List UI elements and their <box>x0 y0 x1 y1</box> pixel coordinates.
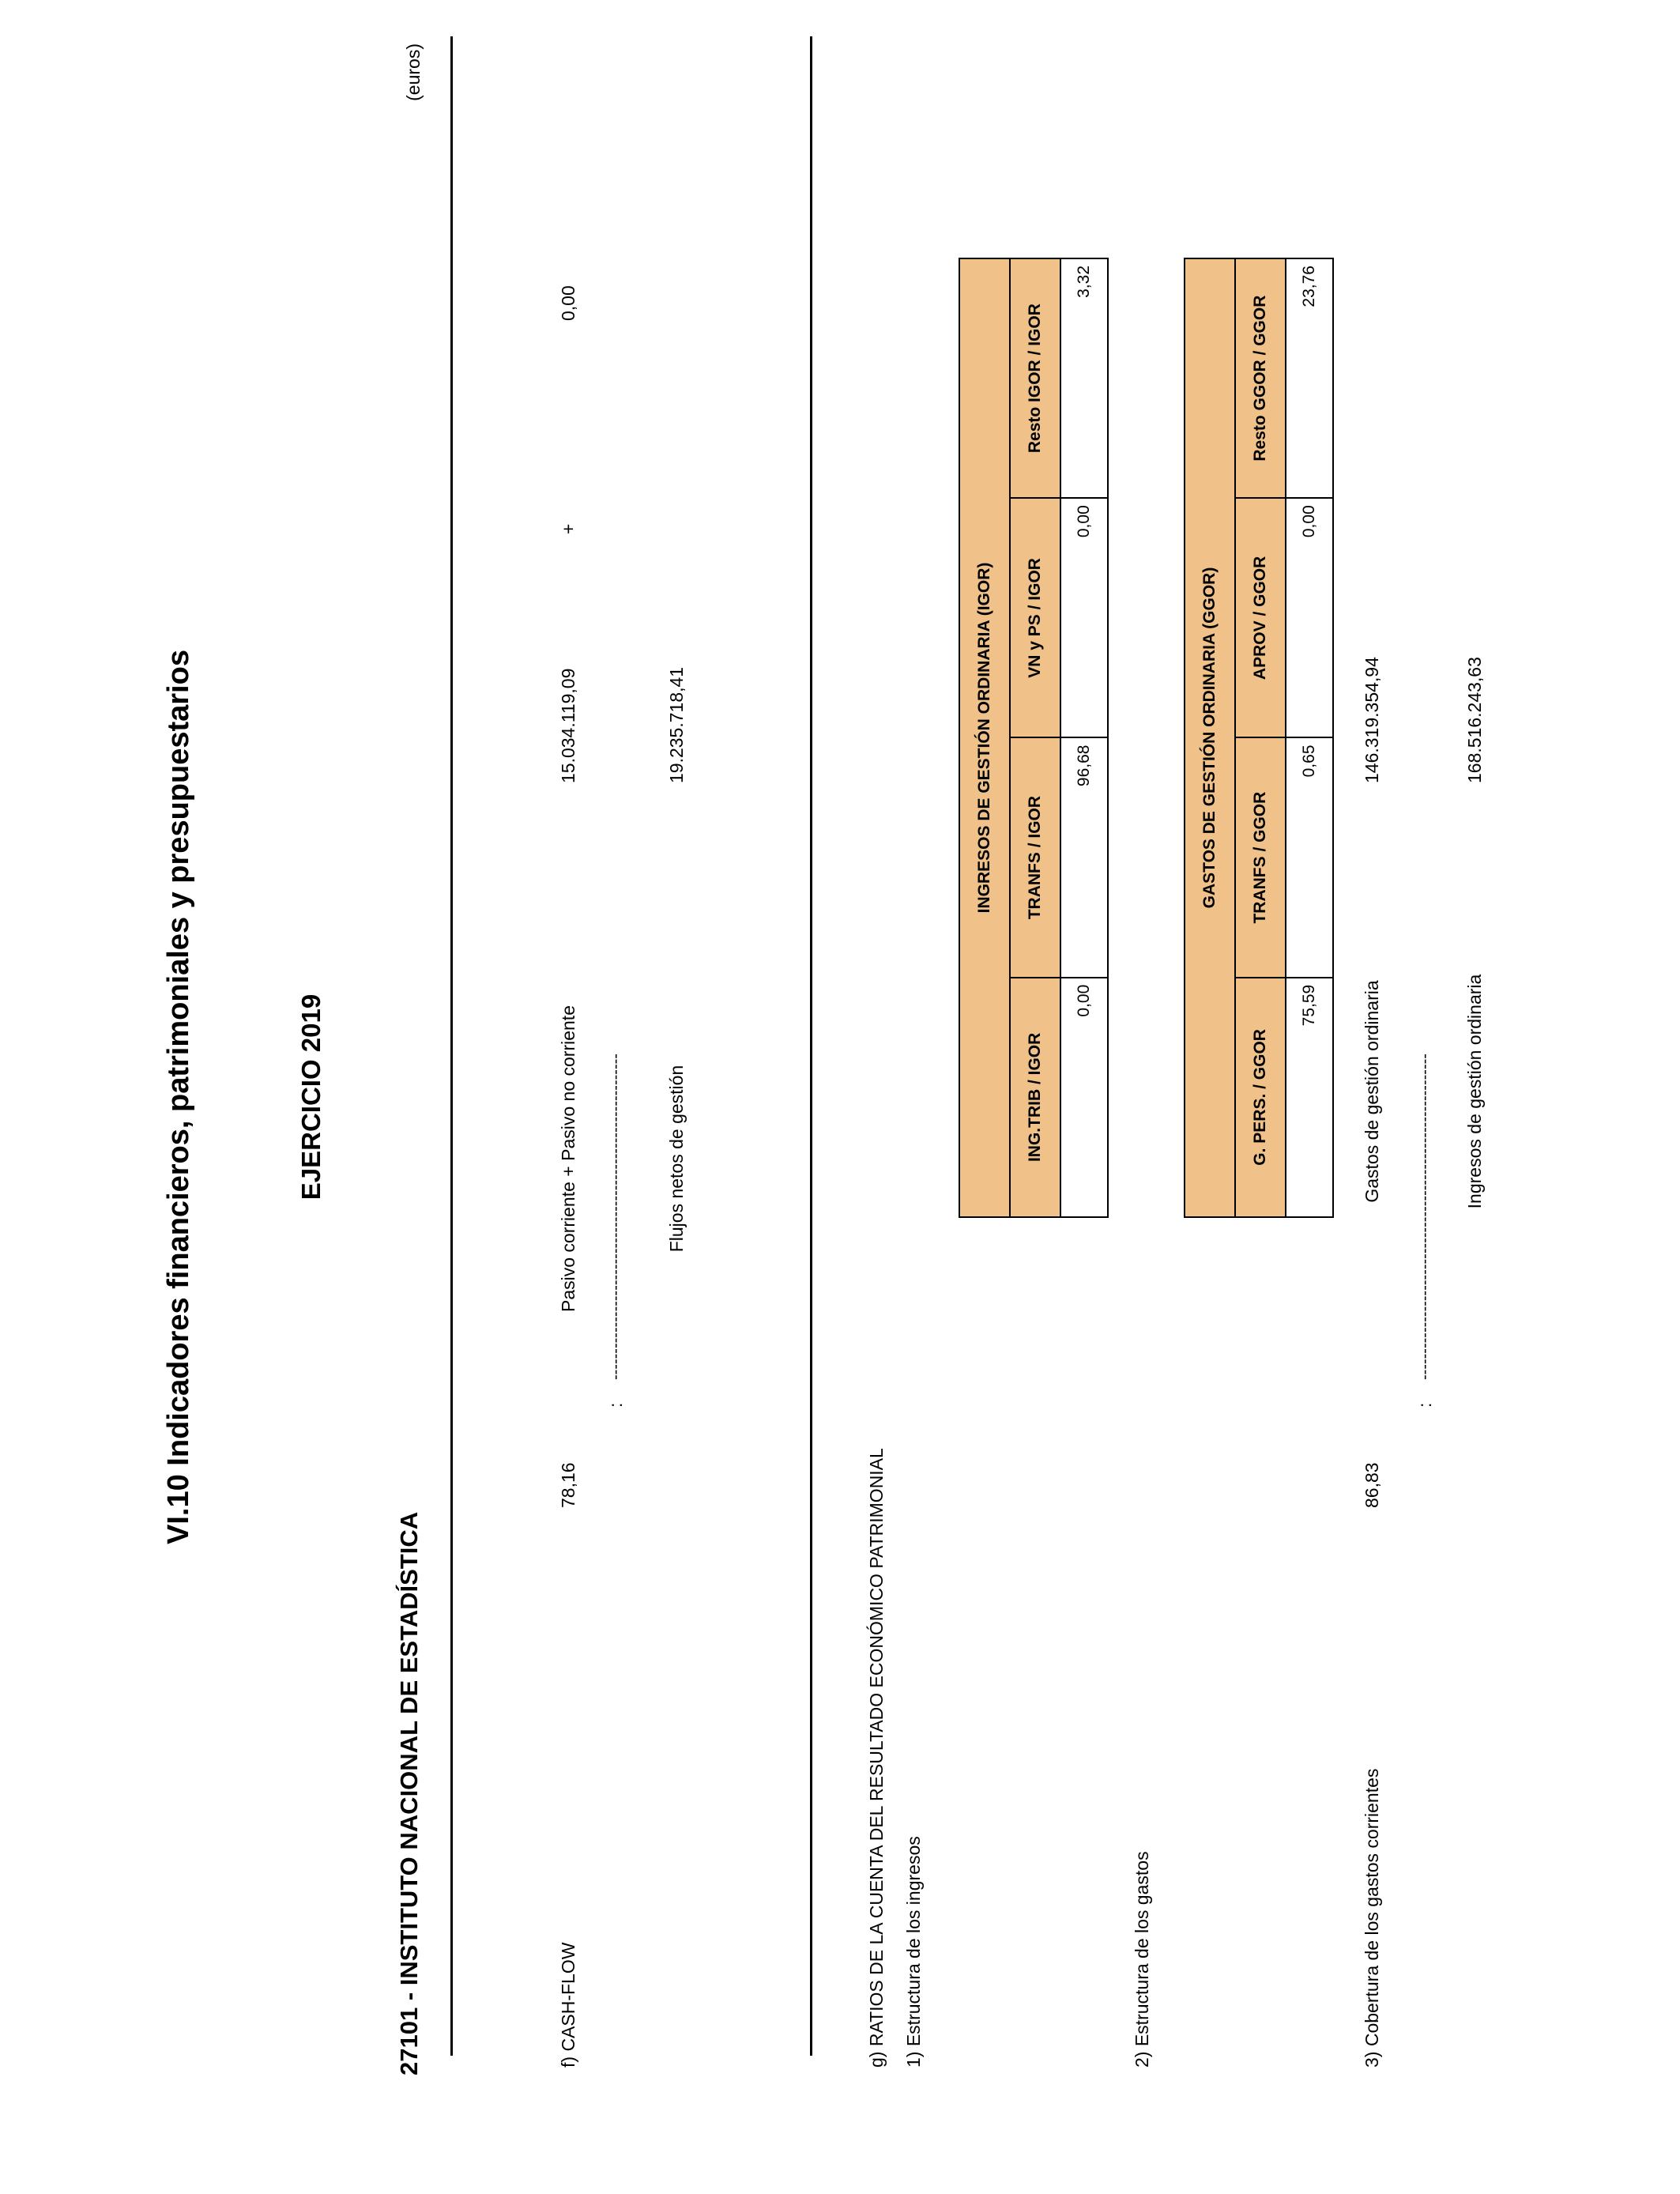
gastos-group-header: GASTOS DE GESTIÓN ORDINARIA (GGOR) <box>1185 258 1235 1217</box>
cashflow-denominator-value: 19.235.718,41 <box>666 666 687 783</box>
ingresos-col-tranfs: TRANFS / IGOR <box>1010 738 1060 978</box>
ingresos-val-ingtrib: 0,00 <box>1060 978 1108 1217</box>
cashflow-plus: + <box>558 523 578 534</box>
gastos-col-resto: Resto GGOR / GGOR <box>1235 258 1286 498</box>
cobertura-value: 86,83 <box>1362 1462 1382 1508</box>
cobertura-label: 3) Cobertura de los gastos corrientes <box>1362 1768 1382 2068</box>
ingresos-val-tranfs: 96,68 <box>1060 738 1108 978</box>
cobertura-colon: : <box>1414 1402 1435 1408</box>
cobertura-denominator-label: Ingresos de gestión ordinaria <box>1464 974 1485 1209</box>
cobertura-denominator-value: 168.516.243,63 <box>1464 657 1485 783</box>
ingresos-val-vnps: 0,00 <box>1060 498 1108 737</box>
bottom-rule <box>810 36 812 2056</box>
cashflow-value: 78,16 <box>558 1462 578 1508</box>
gastos-col-tranfs: TRANFS / GGOR <box>1235 738 1286 978</box>
cashflow-fraction-line: -------------------------------------------------------------- <box>607 1054 624 1380</box>
gastos-table <box>1184 258 1334 1218</box>
cashflow-numerator-label: Pasivo corriente + Pasivo no corriente <box>558 1005 578 1313</box>
cashflow-extra-value: 0,00 <box>558 285 578 321</box>
ingresos-col-ingtrib: ING.TRIB / IGOR <box>1010 978 1060 1217</box>
cashflow-label: f) CASH-FLOW <box>558 1942 578 2068</box>
page-title: VI.10 Indicadores financieros, patrimoniales y presupuestarios <box>162 650 195 1544</box>
gastos-val-aprov: 0,00 <box>1286 498 1333 737</box>
gastos-col-aprov: APROV / GGOR <box>1235 498 1286 737</box>
gastos-val-tranfs: 0,65 <box>1286 738 1333 978</box>
ingresos-structure-label: 1) Estructura de los ingresos <box>903 1836 924 2068</box>
gastos-col-gpers: G. PERS. / GGOR <box>1235 978 1286 1217</box>
ingresos-table <box>959 258 1109 1218</box>
gastos-val-resto: 23,76 <box>1286 258 1333 498</box>
cobertura-numerator-value: 146.319.354,94 <box>1362 657 1382 783</box>
cashflow-colon: : <box>605 1402 626 1408</box>
ingresos-group-header: INGRESOS DE GESTIÓN ORDINARIA (IGOR) <box>959 258 1010 1217</box>
ingresos-col-vnps: VN y PS / IGOR <box>1010 498 1060 737</box>
cashflow-numerator-value: 15.034.119,09 <box>558 668 578 783</box>
entity-name: 27101 - INSTITUTO NACIONAL DE ESTADÍSTICA <box>395 1511 423 2075</box>
currency-label: (euros) <box>403 43 424 101</box>
top-rule <box>450 36 453 2056</box>
cashflow-denominator-label: Flujos netos de gestión <box>666 1065 687 1253</box>
gastos-val-gpers: 75,59 <box>1286 978 1333 1217</box>
cobertura-numerator-label: Gastos de gestión ordinaria <box>1362 980 1382 1203</box>
ingresos-val-resto: 3,32 <box>1060 258 1108 498</box>
gastos-structure-label: 2) Estructura de los gastos <box>1132 1851 1152 2068</box>
ejercicio-title: EJERCICIO 2019 <box>296 993 326 1201</box>
ratios-section-label: g) RATIOS DE LA CUENTA DEL RESULTADO ECONÓMICO PATRIMONIAL <box>866 1448 887 2068</box>
cobertura-fraction-line: -------------------------------------------------------------- <box>1416 1054 1433 1380</box>
ingresos-col-resto: Resto IGOR / IGOR <box>1010 258 1060 498</box>
